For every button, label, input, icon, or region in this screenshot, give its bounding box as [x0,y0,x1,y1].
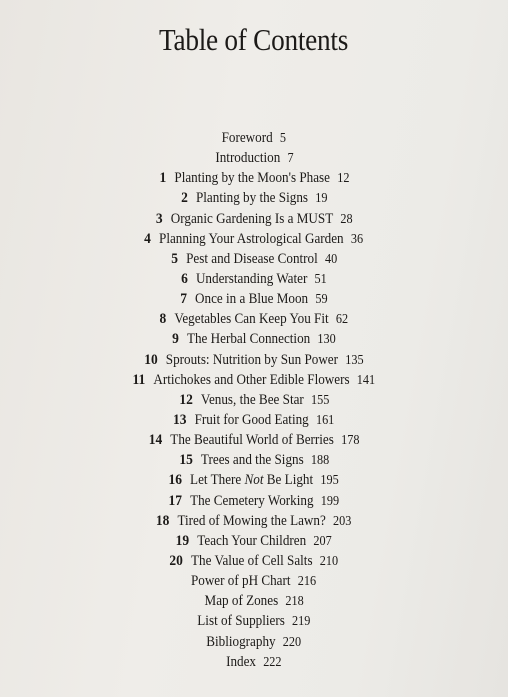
page-number: 5 [280,130,287,145]
page-number: 40 [324,250,337,266]
chapter-number: 2 [180,190,188,207]
table-of-contents [0,128,508,672]
entry-title: The Herbal Connection [187,331,311,348]
toc-entry [0,148,508,168]
chapter-number: 18 [156,512,170,529]
page-number: 199 [320,492,340,508]
page-number: 141 [356,371,376,387]
entry-title: The Cemetery Working [190,492,314,509]
entry-title: Tired of Mowing the Lawn? [177,512,327,529]
toc-entry [0,450,508,470]
toc-entry-text [145,229,364,249]
toc-entry-text [207,632,302,652]
entry-title: Planting by the Signs [195,190,308,207]
toc-entry-text [181,269,327,289]
toc-entry [0,229,508,249]
toc-entry-text [179,450,329,470]
chapter-number: 10 [144,351,158,368]
toc-entry-text [133,370,376,390]
page-number: 51 [314,270,327,286]
page-number: 203 [333,512,352,528]
entry-title: Bibliography [206,633,276,650]
chapter-number: 19 [175,532,190,549]
toc-entry-text [197,611,310,631]
page-number: 7 [287,150,294,166]
page-number: 28 [340,210,353,226]
entry-title: Planning Your Astrological Garden [159,230,345,247]
toc-entry-text [149,430,360,450]
chapter-number: 13 [173,411,187,428]
entry-title: Venus, the Bee Star [200,391,304,408]
chapter-number: 1 [159,170,166,187]
toc-entry-text [169,491,340,511]
toc-entry [0,491,508,511]
page-number: 178 [341,432,360,448]
entry-title: Map of Zones [204,593,279,610]
chapter-number: 14 [148,432,163,449]
chapter-number: 17 [168,492,183,509]
entry-title: Introduction [214,150,280,167]
page-number: 36 [351,230,364,246]
entry-title: Foreword [221,130,273,146]
toc-entry-text [159,168,349,188]
chapter-number: 7 [180,291,188,308]
page-number: 19 [314,190,328,206]
toc-entry [0,168,508,188]
toc-entry [0,591,508,611]
toc-entry [0,652,508,672]
toc-entry [0,410,508,430]
entry-title: Let There [190,472,242,489]
toc-entry-text [172,329,336,349]
page-number: 62 [336,311,349,327]
page-number: 135 [345,351,364,367]
page-number: 222 [263,653,282,669]
page-number: 130 [317,331,336,347]
entry-title-end: Be Light [267,472,314,489]
chapter-number: 16 [168,472,183,489]
page-number: 161 [316,411,335,427]
page-number: 219 [292,613,311,629]
page-number: 207 [313,532,333,548]
toc-entry [0,390,508,410]
entry-title: Vegetables Can Keep You Fit [174,311,329,328]
toc-entry-text [226,652,281,672]
entry-title: The Value of Cell Salts [191,552,313,569]
toc-entry [0,209,508,229]
toc-entry [0,430,508,450]
chapter-number: 15 [179,452,193,469]
toc-entry [0,370,508,390]
page-title: Table of Contents [158,22,349,57]
chapter-number: 8 [159,311,167,328]
toc-entry-text [173,410,334,430]
page-number: 220 [283,633,302,649]
entry-title: Planting by the Moon's Phase [173,170,330,187]
toc-entry-text [215,148,293,168]
entry-title-emphasis: Not [244,472,264,489]
chapter-number: 3 [155,210,163,227]
toc-entry [0,309,508,329]
toc-entry [0,511,508,531]
chapter-number: 5 [171,250,178,267]
entry-title: Once in a Blue Moon [195,291,309,308]
toc-entry [0,611,508,631]
toc-entry [0,128,508,148]
entry-title: Organic Gardening Is a MUST [170,210,333,227]
toc-entry [0,289,508,309]
toc-entry [0,632,508,652]
toc-entry [0,531,508,551]
page-number: 12 [336,170,349,186]
toc-entry [0,470,508,490]
entry-title: Index [226,653,257,670]
toc-entry-text [171,249,337,269]
toc-entry [0,329,508,349]
toc-entry-text [179,390,329,410]
entry-title: Power of pH Chart [191,573,292,590]
toc-entry-text [204,591,303,611]
chapter-number: 12 [178,391,193,408]
toc-entry-text [170,551,339,571]
toc-entry-text [191,571,316,591]
page-number: 195 [320,472,340,488]
toc-entry-text [144,350,363,370]
entry-title: Artichokes and Other Edible Flowers [153,371,350,388]
toc-entry-text [156,209,353,229]
toc-entry-text [180,289,327,309]
toc-entry [0,269,508,289]
toc-entry [0,188,508,208]
entry-title: Understanding Water [195,270,308,287]
entry-title: Pest and Disease Control [185,250,318,267]
toc-entry-text [156,511,352,531]
toc-entry [0,350,508,370]
page-number: 218 [285,593,304,609]
toc-entry [0,249,508,269]
chapter-number: 9 [172,331,179,348]
entry-title: The Beautiful World of Berries [170,432,334,449]
toc-entry-text [222,128,286,148]
entry-title: Trees and the Signs [200,452,304,469]
toc-entry [0,551,508,571]
page-number: 59 [315,291,328,307]
toc-entry-text [160,309,349,329]
chapter-number: 20 [169,552,184,569]
toc-entry-text [176,531,332,551]
toc-entry [0,571,508,591]
toc-entry-text [169,470,339,490]
entry-title: Teach Your Children [197,532,307,549]
entry-title: Sprouts: Nutrition by Sun Power [165,351,339,368]
chapter-number: 6 [181,270,188,287]
toc-entry-text [181,188,327,208]
page-number: 188 [310,452,329,468]
entry-title: Fruit for Good Eating [194,411,310,428]
page-number: 210 [320,552,339,568]
page-number: 216 [298,573,317,589]
chapter-number: 11 [132,371,146,388]
page-number: 155 [310,391,330,407]
entry-title: List of Suppliers [197,613,286,630]
chapter-number: 4 [144,230,152,247]
